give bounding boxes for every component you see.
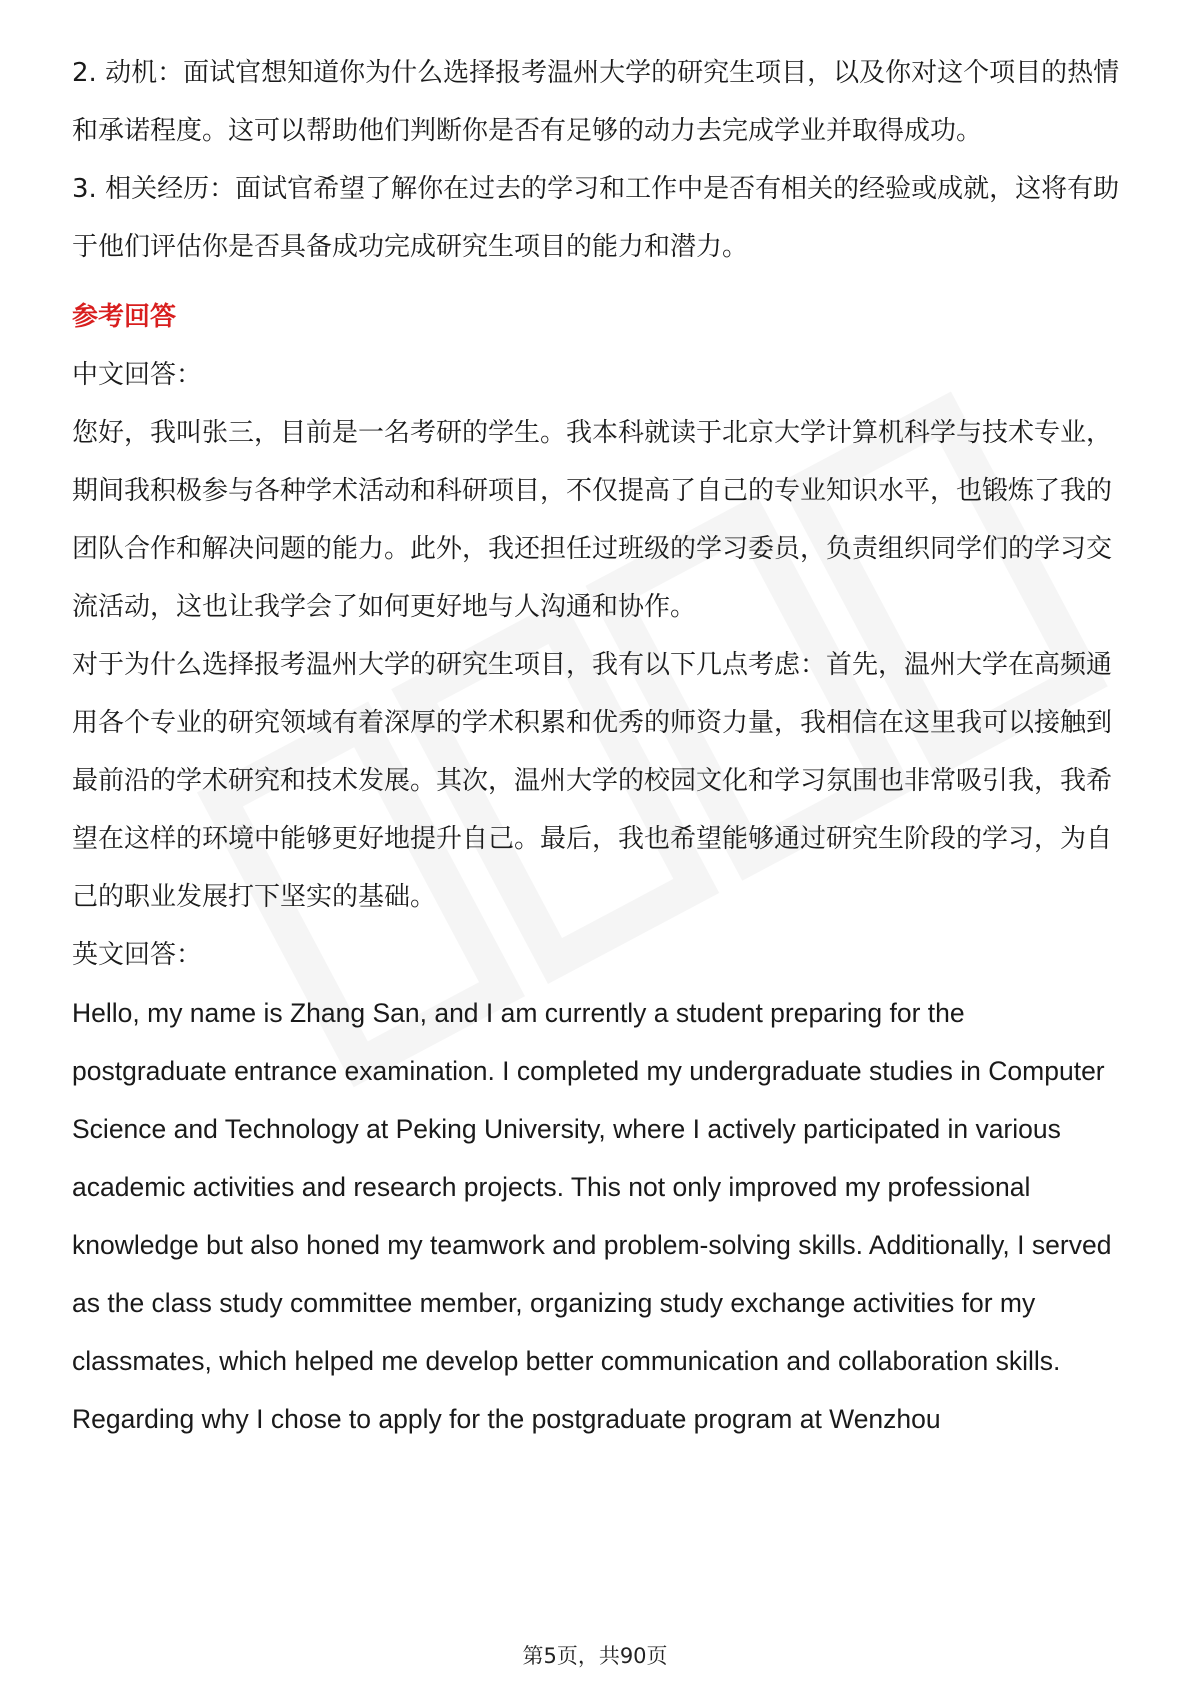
reference-answer-heading: 参考回答: [72, 302, 177, 332]
english-answer-paragraph-2: Regarding why I chose to apply for the postgraduate program at Wenzhou: [72, 1404, 941, 1434]
chinese-answer-paragraph-2: 对于为什么选择报考温州大学的研究生项目，我有以下几点考虑：首先，温州大学在高频通用各个专业的研究领域有着深厚的学术积累和优秀的师资力量，我相信在这里我可以接触到最前沿的学术研究和技术发展。其次，温州大学的校园文化和学习氛围也非常吸引我，我希望在这样的环境中能够更好地提升自己。最后，我也希望能够通过研究生阶段的学习，为自己的职业发展打下坚实的基础。: [72, 650, 1113, 912]
page-number-footer: 第5页，共90页: [522, 1644, 668, 1668]
english-answer-label: 英文回答：: [72, 940, 203, 970]
paragraph-experience: 3. 相关经历：面试官希望了解你在过去的学习和工作中是否有相关的经验或成就，这将有助于他们评估你是否具备成功完成研究生项目的能力和潜力。: [72, 174, 1120, 262]
paragraph-motivation: 2. 动机：面试官想知道你为什么选择报考温州大学的研究生项目，以及你对这个项目的热情和承诺程度。这可以帮助他们判断你是否有足够的动力去完成学业并取得成功。: [72, 58, 1120, 146]
main-content: [72, 44, 1122, 1448]
chinese-answer-label: 中文回答：: [72, 360, 203, 390]
chinese-answer-paragraph-1: 您好，我叫张三，目前是一名考研的学生。我本科就读于北京大学计算机科学与技术专业，期间我积极参与各种学术活动和科研项目，不仅提高了自己的专业知识水平，也锻炼了我的团队合作和解决问题的能力。此外，我还担任过班级的学习委员，负责组织同学们的学习交流活动，这也让我学会了如何更好地与人沟通和协作。: [72, 418, 1113, 622]
english-answer-paragraph-1: Hello, my name is Zhang San, and I am currently a student preparing for the postgraduate entrance examination. I completed my undergraduate studies in Computer Science and Technology at Peking University, where I actively participated in various academic activities and research projects. This not only improved my professional knowledge but also honed my teamwork and problem-solving skills. Additionally, I served as the class study committee member, organizing study exchange activities for my classmates, which helped me develop better communication and collaboration skills.: [72, 998, 1112, 1376]
